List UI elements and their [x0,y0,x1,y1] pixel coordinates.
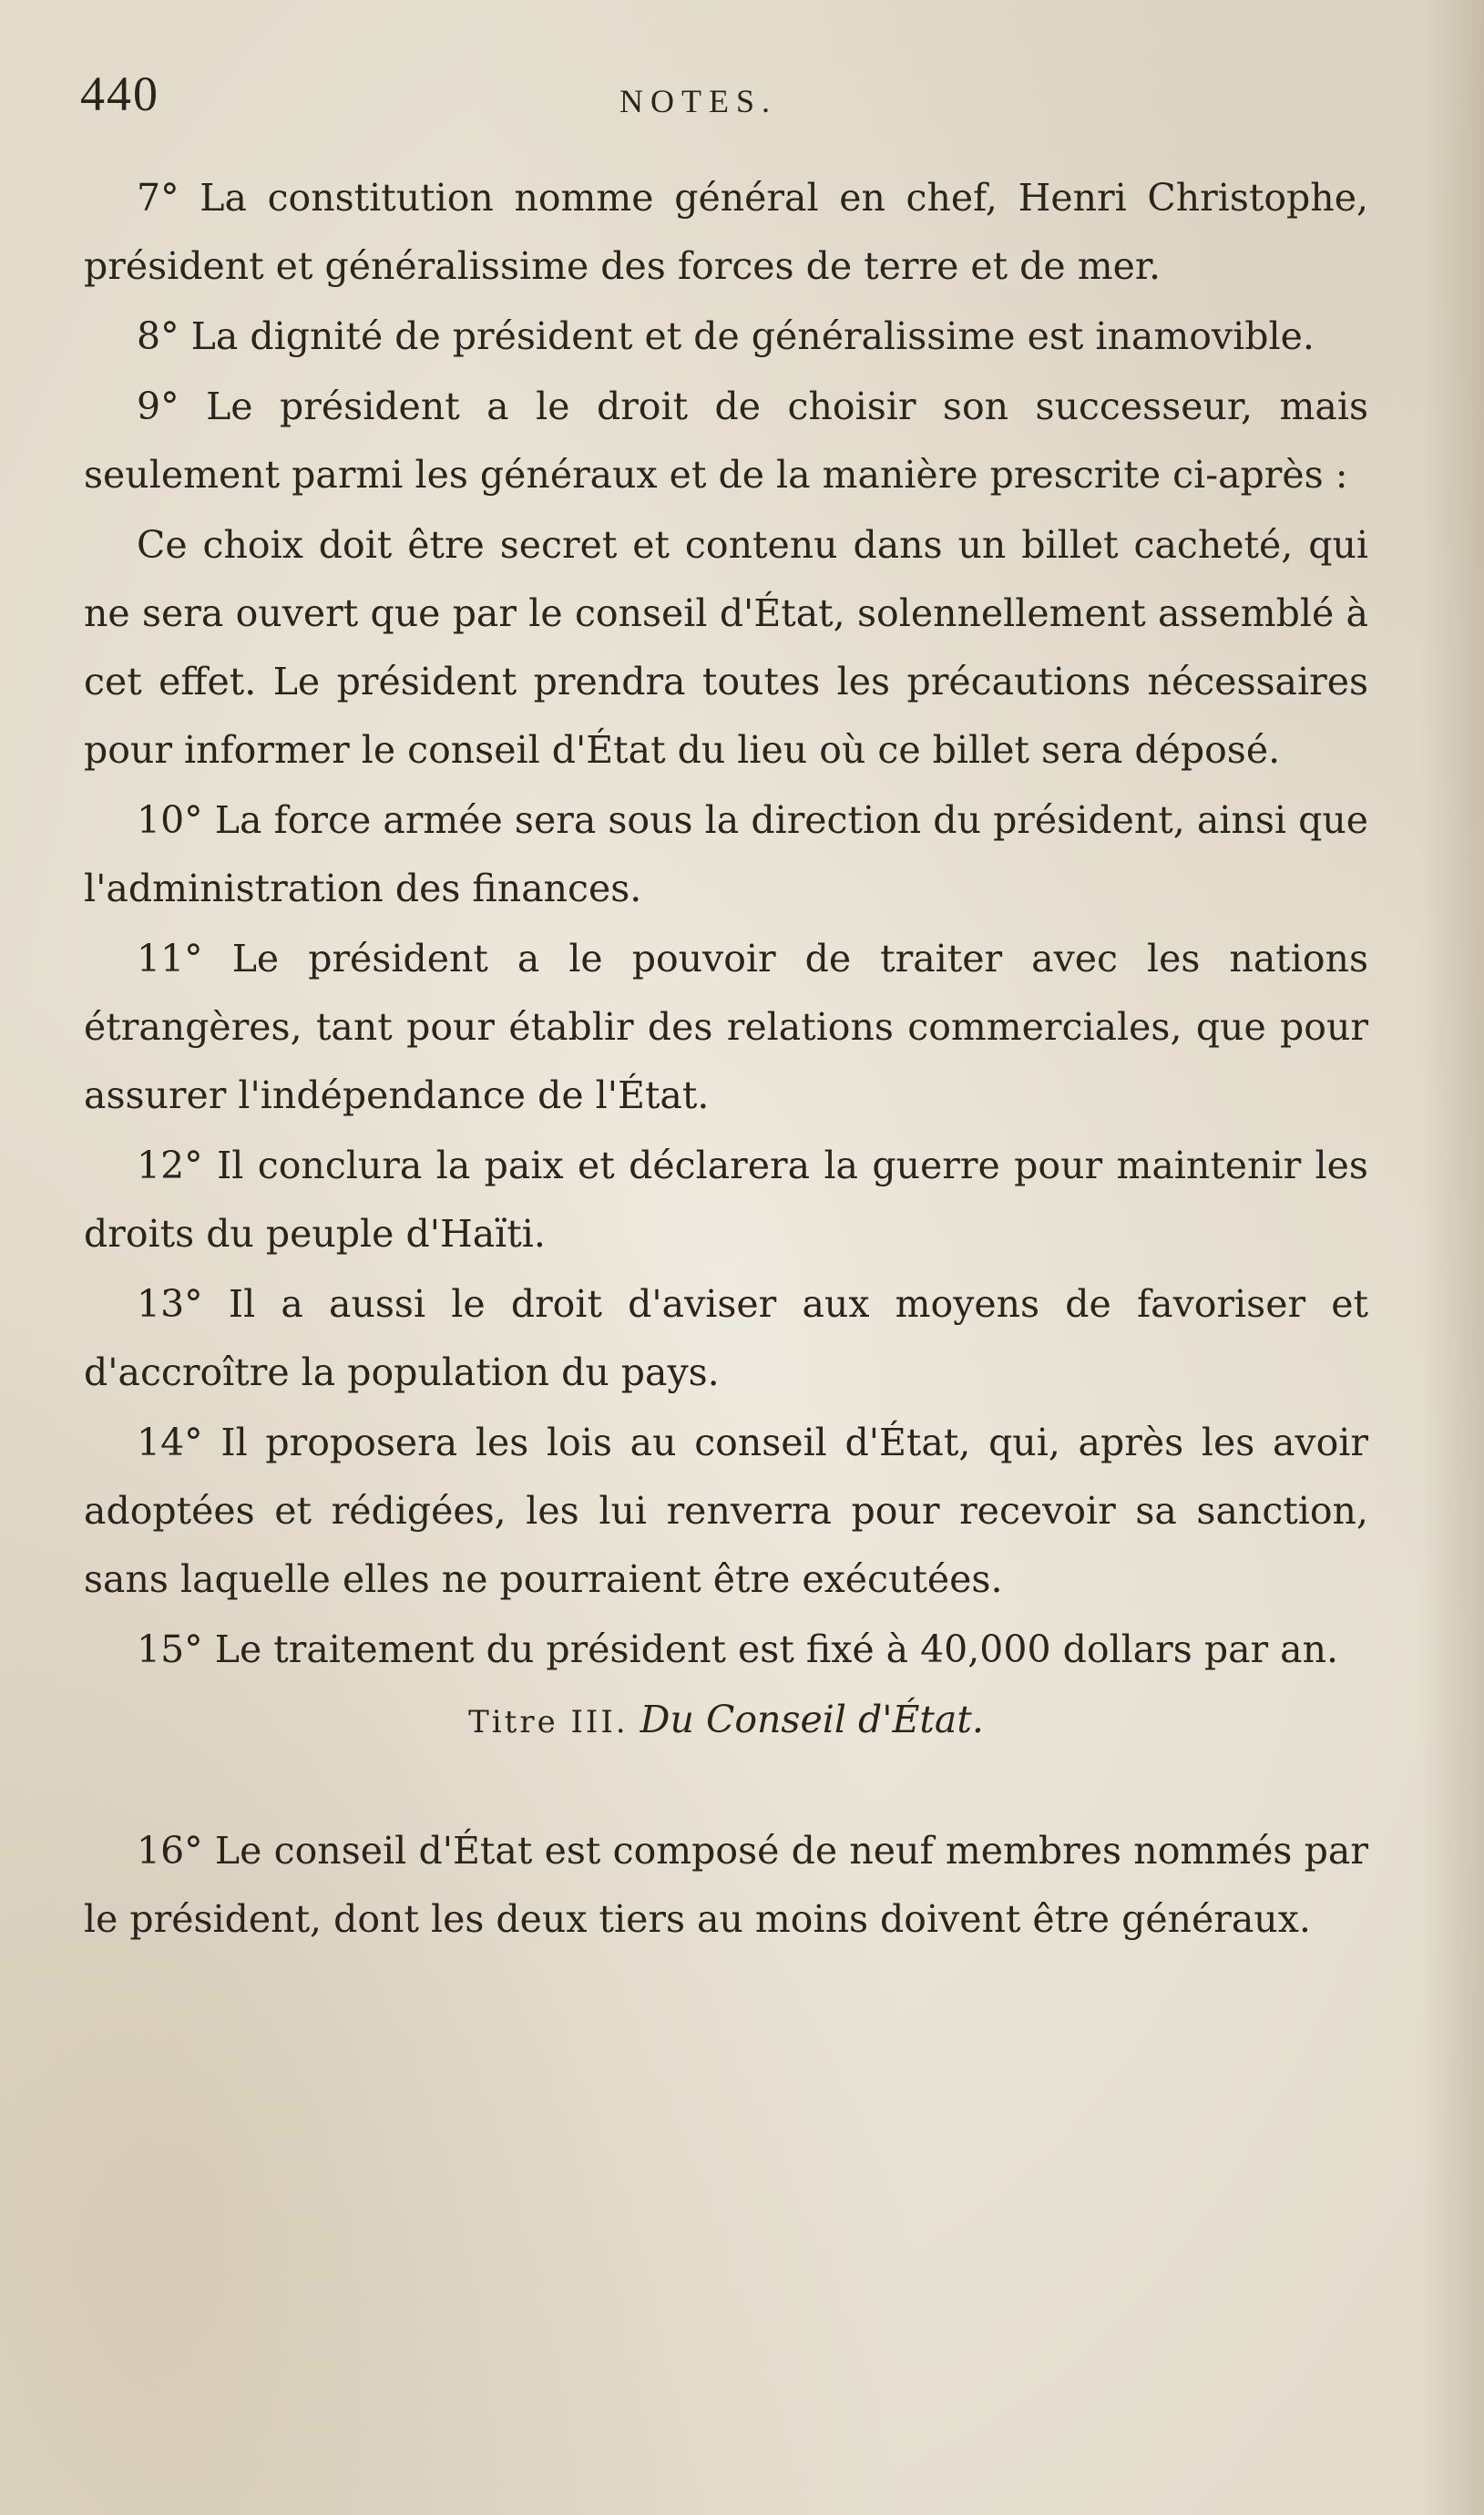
paragraph-text: Ce choix doit être secret et contenu dans un billet cacheté, qui ne sera ouvert que par le conseil d'État, solennellement assemblé à cet effet. Le président prendra toutes les précautions nécessaires pour informer le conseil d'État du lieu où ce billet sera déposé. [84,523,1368,772]
page-edge-shadow [1420,0,1484,2515]
article-text: Il proposera les lois au conseil d'État, qui, après les avoir adoptées et rédigées, les lui renverra pour recevoir sa sanction, sans laquelle elles ne pourraient être exécutées. [84,1421,1368,1601]
article-text: La dignité de président et de généralissime est inamovible. [190,314,1315,358]
article-number: 9° [137,385,179,428]
article-12 [84,1132,1368,1268]
article-number: 13° [137,1282,203,1326]
article-text: Il conclura la paix et déclarera la guerre pour maintenir les droits du peuple d'Haïti. [84,1144,1368,1256]
section-heading: Du Conseil d'État. [640,1698,984,1741]
article-number: 14° [137,1421,203,1464]
article-14 [84,1409,1368,1614]
article-text: Il a aussi le droit d'aviser aux moyens de favoriser et d'accroître la population du pays. [84,1282,1368,1394]
article-number: 7° [137,176,179,220]
article-number: 11° [137,937,203,980]
article-number: 8° [137,314,179,358]
body-text [84,164,1368,1954]
article-15 [84,1616,1368,1684]
section-label: Titre III. [468,1704,629,1740]
article-text: Le président a le pouvoir de traiter avec les nations étrangères, tant pour établir des relations commerciales, que pour assurer l'indépendance de l'État. [84,937,1368,1117]
article-9-continuation [84,511,1368,785]
article-text: La force armée sera sous la direction du président, ainsi que l'administration des finances. [84,798,1368,910]
article-text: La constitution nomme général en chef, Henri Christophe, président et généralissime des forces de terre et de mer. [84,176,1368,288]
article-7 [84,164,1368,301]
article-9 [84,373,1368,509]
article-8 [84,303,1368,371]
running-head: NOTES. [619,83,777,119]
article-11 [84,925,1368,1130]
article-text: Le traitement du président est fixé à 40,000 dollars par an. [214,1627,1339,1671]
article-number: 10° [137,798,203,842]
article-13 [84,1270,1368,1407]
article-16 [84,1817,1368,1954]
article-number: 16° [137,1829,203,1873]
article-10 [84,786,1368,923]
article-number: 12° [137,1144,203,1187]
section-title [84,1686,1368,1757]
page-number: 440 [80,67,159,121]
article-number: 15° [137,1627,203,1671]
article-text: Le président a le droit de choisir son successeur, mais seulement parmi les généraux et de la manière prescrite ci-après : [84,385,1368,497]
article-text: Le conseil d'État est composé de neuf membres nommés par le président, dont les deux tiers au moins doivent être généraux. [84,1829,1368,1941]
